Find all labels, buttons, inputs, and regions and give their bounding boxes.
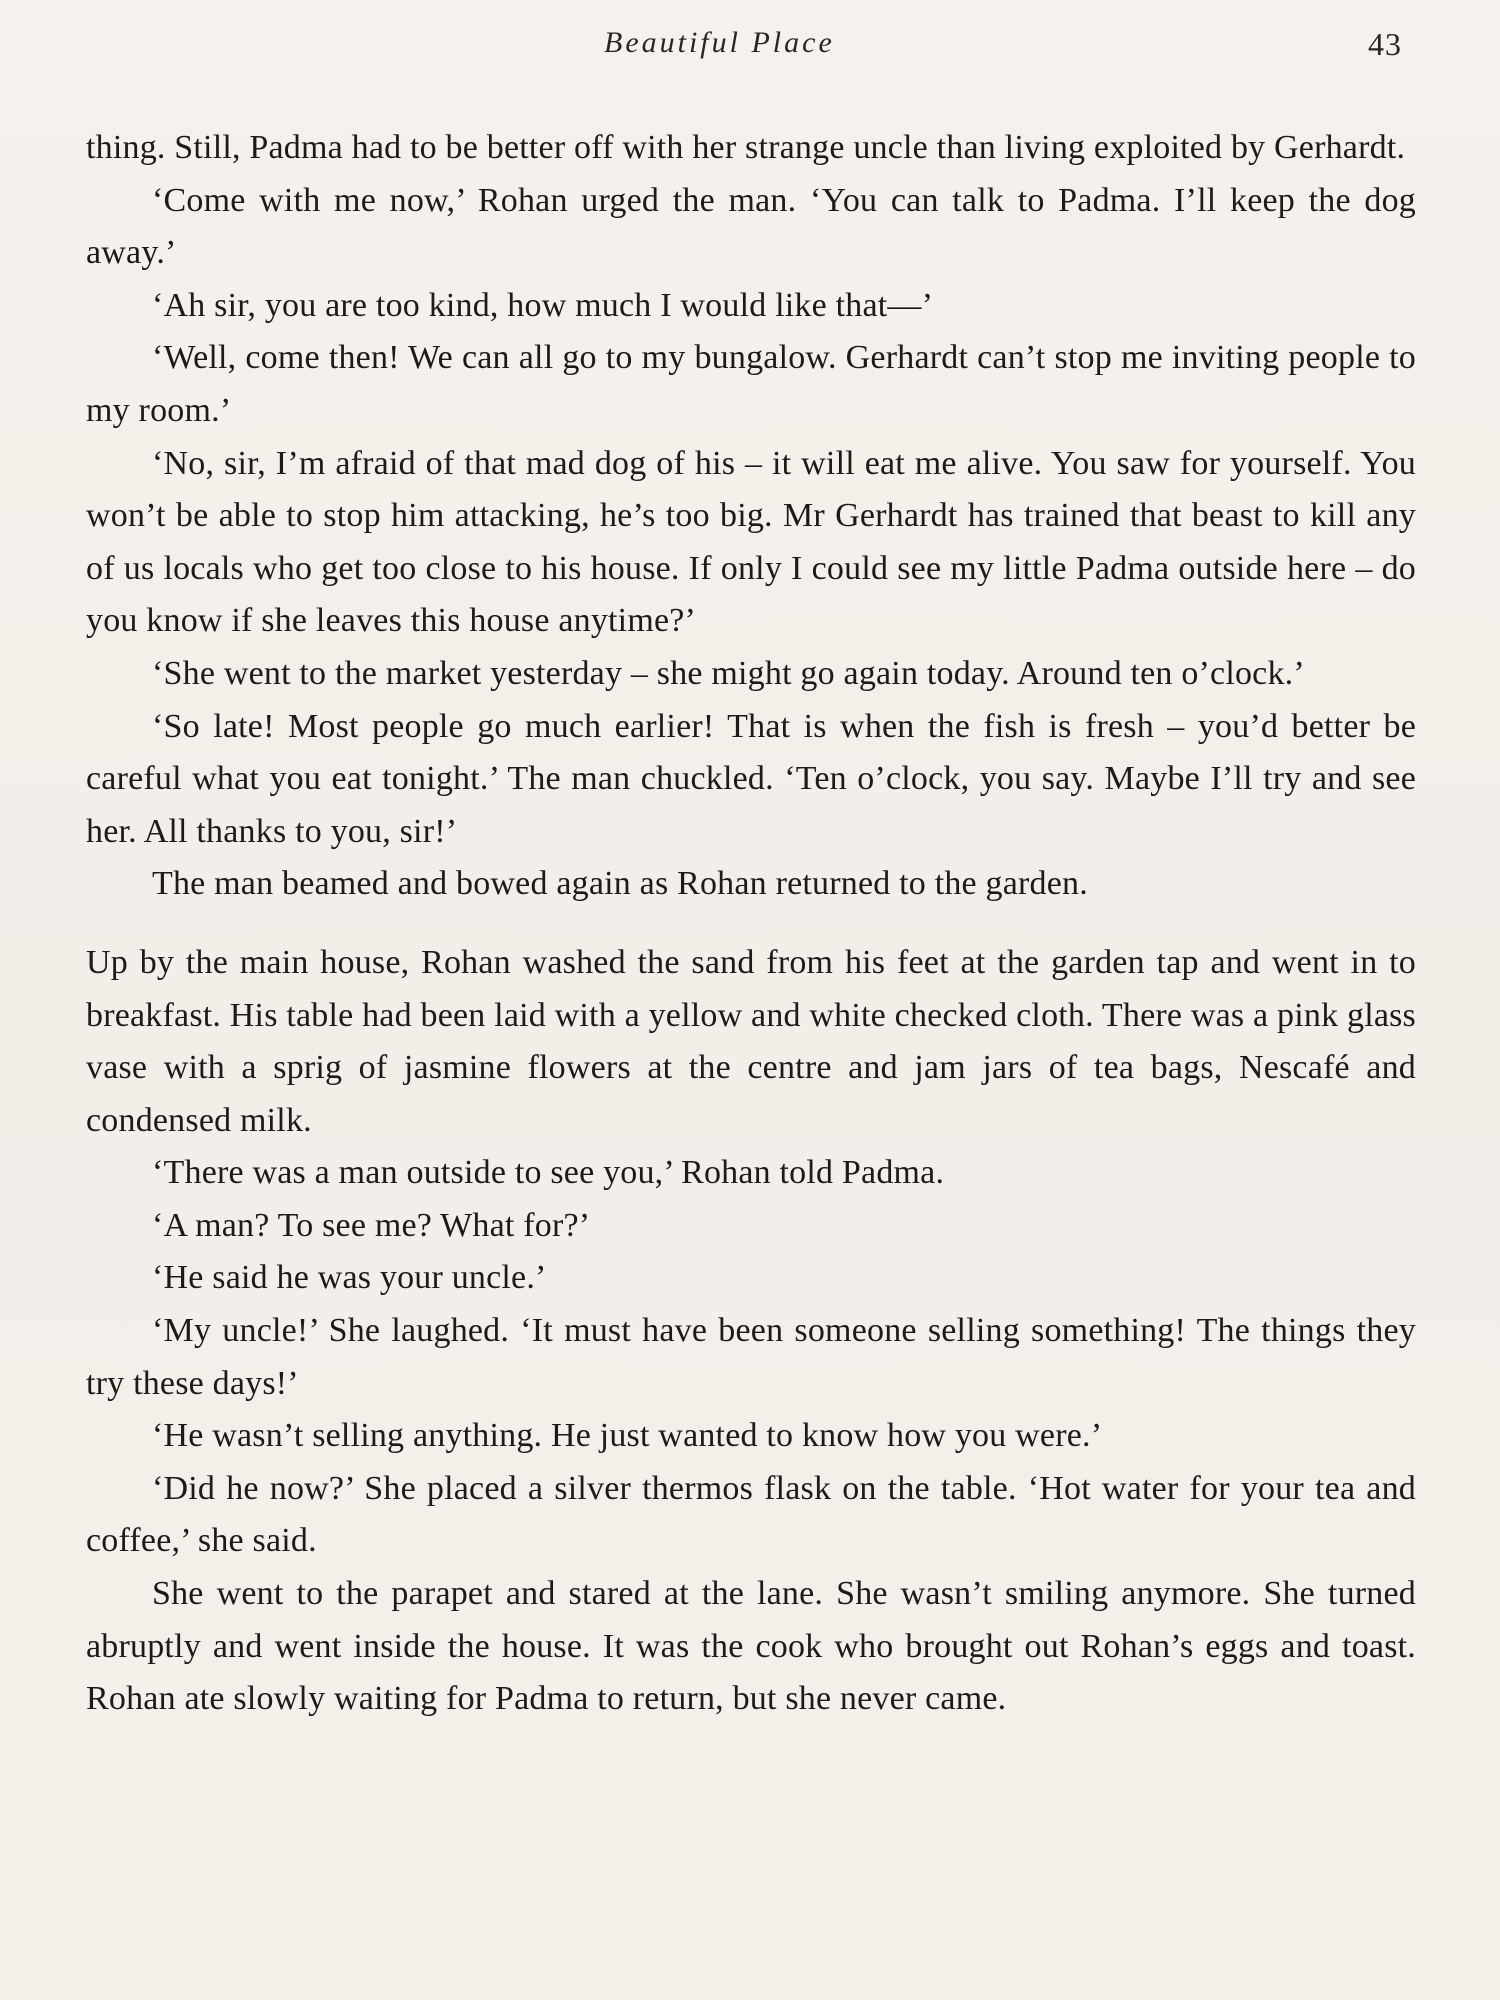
paragraph-dialogue: ‘He said he was your uncle.’ <box>152 1259 547 1297</box>
paragraph-dialogue: ‘There was a man outside to see you,’ Rohan told Padma. <box>152 1154 945 1192</box>
paragraph-dialogue: ‘Well, come then! We can all go to my bungalow. Gerhardt can’t stop me inviting people to my room.’ <box>86 339 1416 429</box>
running-title: Beautiful Place <box>604 26 835 59</box>
running-head <box>0 26 1500 76</box>
paragraph-section-start: Up by the main house, Rohan washed the sand from his feet at the garden tap and went in to breakfast. His table had been laid with a yellow and white checked cloth. There was a pink glass vase with a sprig of jasmine flowers at the centre and jam jars of tea bags, Nescafé and condensed milk. <box>86 943 1416 1139</box>
paragraph-dialogue: ‘No, sir, I’m afraid of that mad dog of his – it will eat me alive. You saw for yourself. You won’t be able to stop him attacking, he’s too big. Mr Gerhardt has trained that beast to kill any of us locals who get too close to his house. If only I could see my little Padma outside here – do you know if she leaves this house anytime?’ <box>86 444 1416 640</box>
paragraph-narration: The man beamed and bowed again as Rohan returned to the garden. <box>152 865 1088 903</box>
paragraph-continuation: thing. Still, Padma had to be better off with her strange uncle than living exploited by Gerhardt. <box>86 129 1406 166</box>
paragraph-dialogue: ‘He wasn’t selling anything. He just wanted to know how you were.’ <box>152 1417 1103 1455</box>
paragraph-dialogue: ‘Did he now?’ She placed a silver thermos flask on the table. ‘Hot water for your tea and coffee,’ she said. <box>86 1469 1416 1560</box>
paragraph-dialogue: ‘My uncle!’ She laughed. ‘It must have been someone selling something! The things they try these days!’ <box>86 1312 1416 1402</box>
body-text <box>86 122 1416 1726</box>
paragraph-dialogue: ‘Ah sir, you are too kind, how much I would like that—’ <box>152 286 934 324</box>
paragraph-dialogue: ‘So late! Most people go much earlier! That is when the fish is fresh – you’d better be careful what you eat tonight.’ The man chuckled. ‘Ten o’clock, you say. Maybe I’ll try and see her. All thanks to you, sir!’ <box>86 707 1416 850</box>
paragraph-dialogue: ‘Come with me now,’ Rohan urged the man. ‘You can talk to Padma. I’ll keep the dog away.’ <box>86 181 1416 272</box>
paragraph-dialogue: ‘She went to the market yesterday – she might go again today. Around ten o’clock.’ <box>152 654 1305 692</box>
paragraph-narration: She went to the parapet and stared at the lane. She wasn’t smiling anymore. She turned abruptly and went inside the house. It was the cook who brought out Rohan’s eggs and toast. Rohan ate slowly waiting for Padma to return, but she never came. <box>86 1575 1416 1718</box>
page-number: 43 <box>1368 26 1402 62</box>
paragraph-dialogue: ‘A man? To see me? What for?’ <box>152 1206 591 1244</box>
